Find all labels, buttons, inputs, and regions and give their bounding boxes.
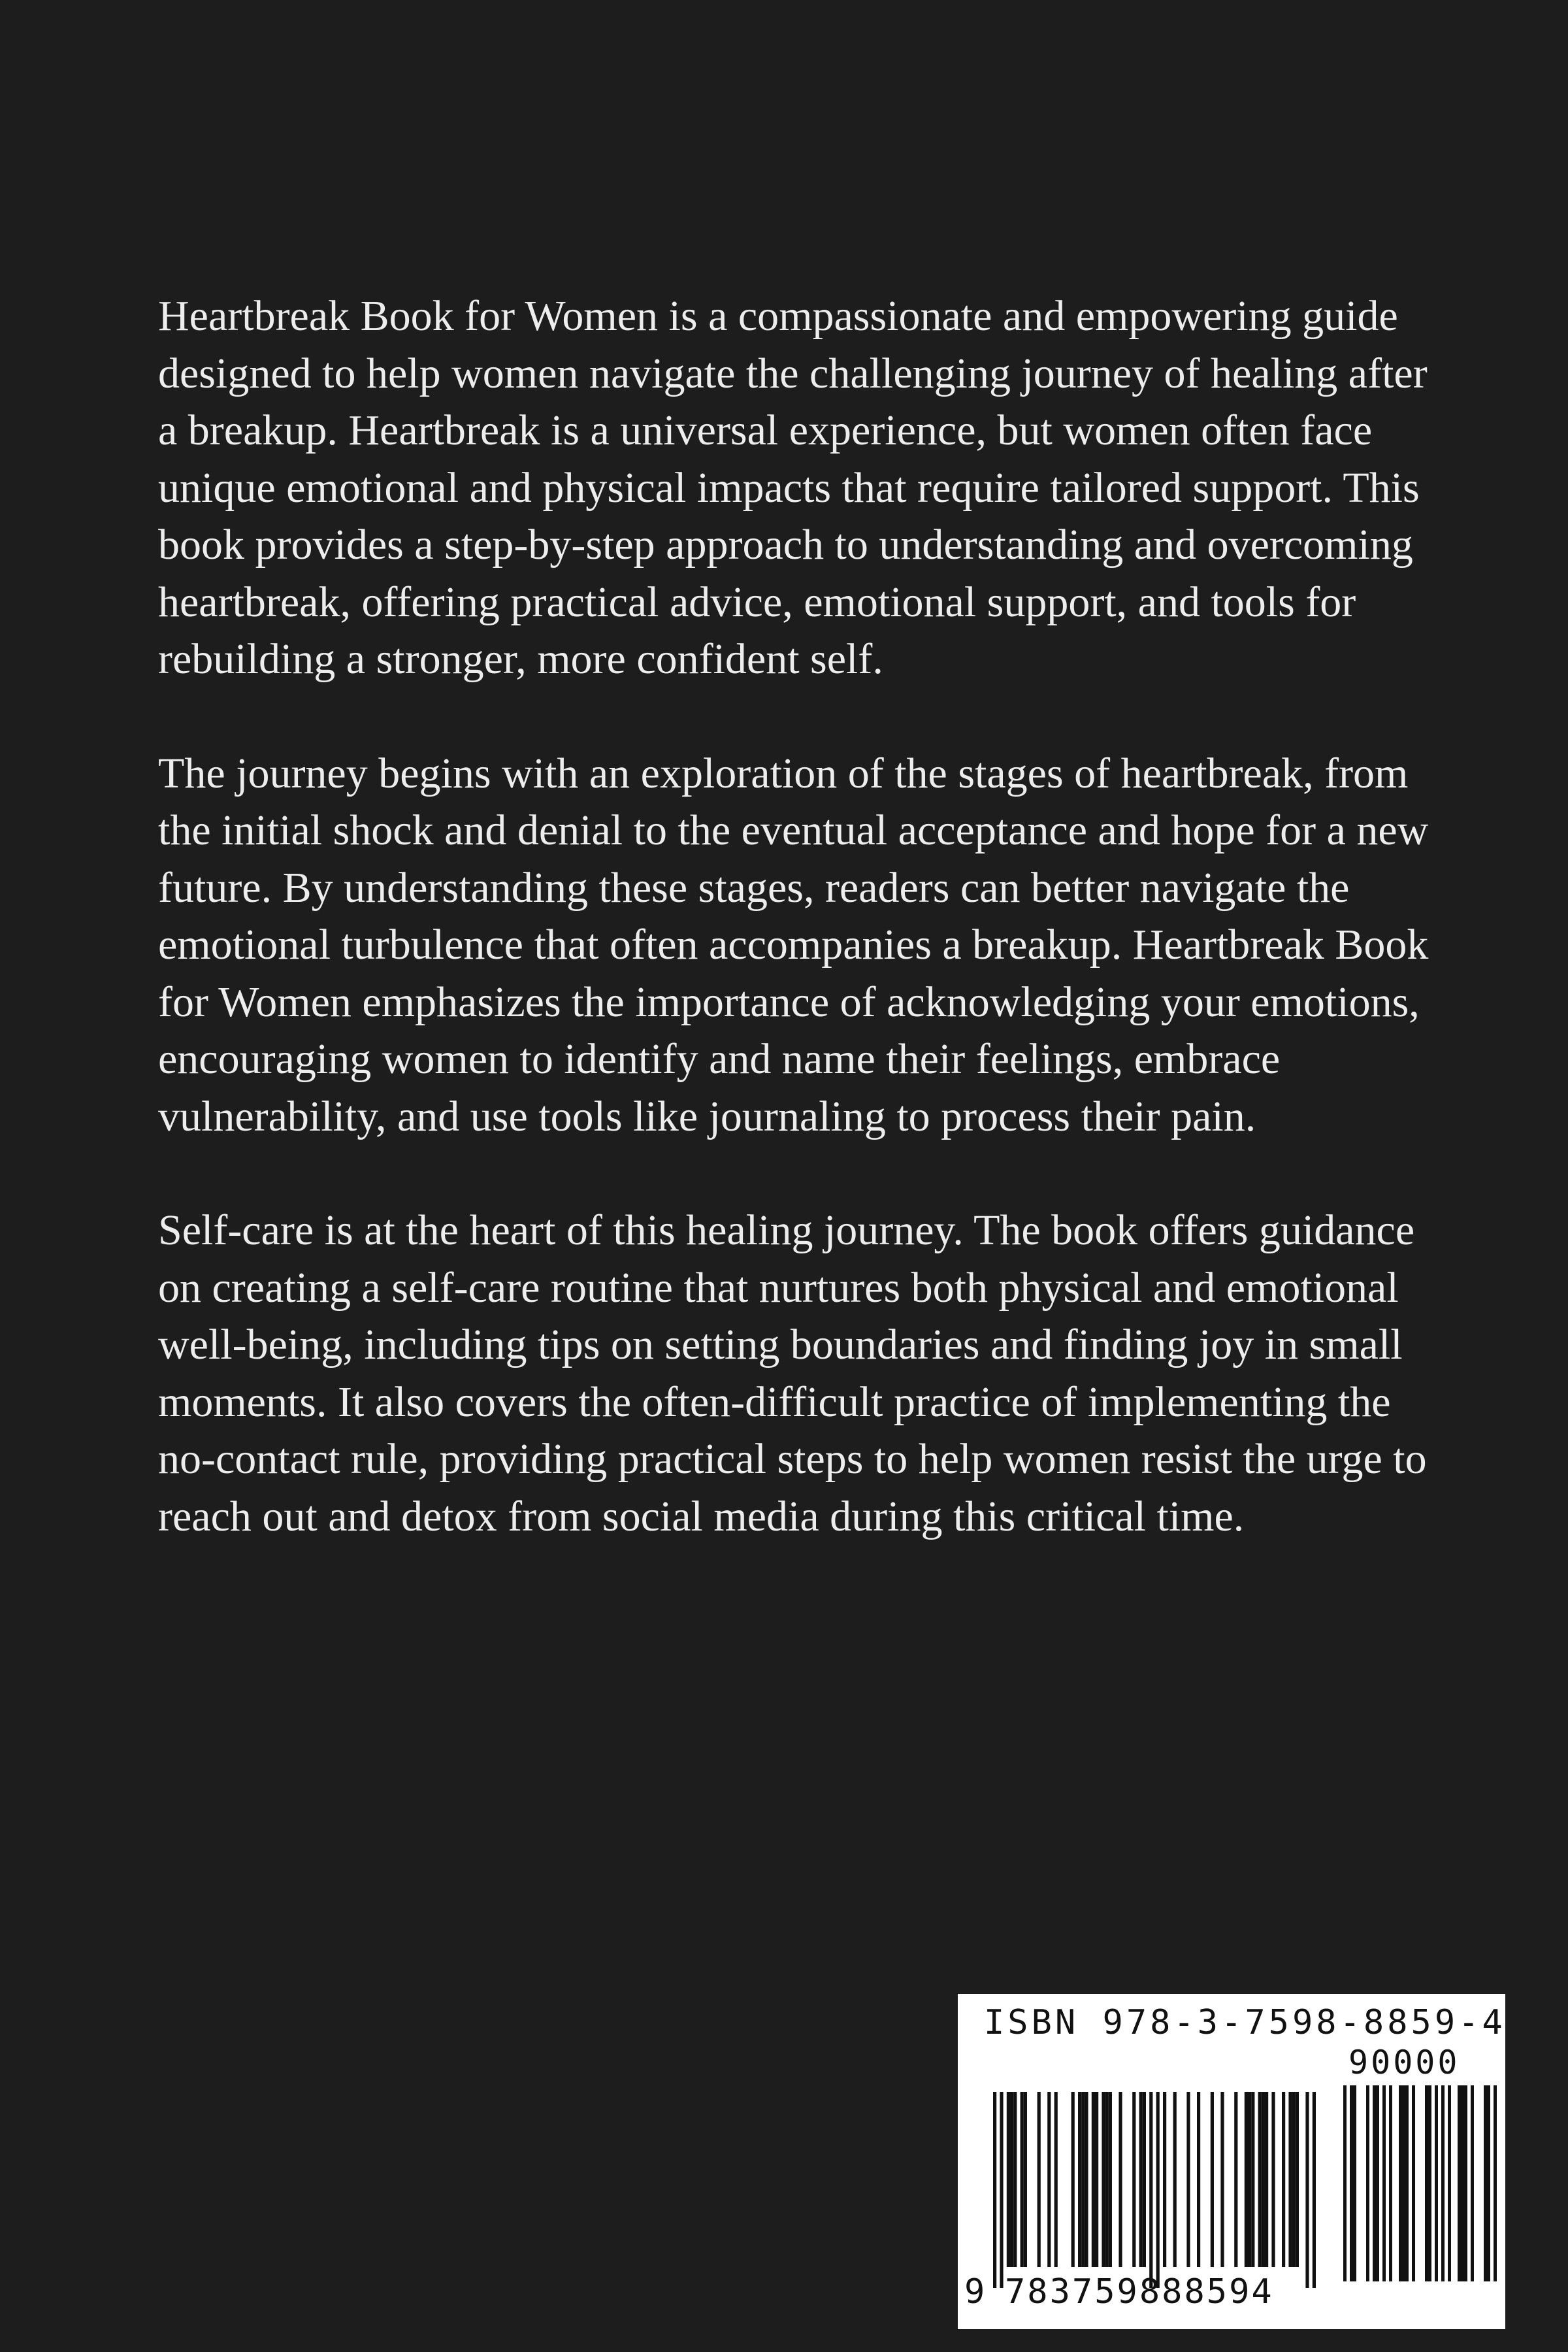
barcode-bar — [1163, 2092, 1166, 2267]
addon-bar — [1399, 2085, 1402, 2281]
barcode-bar — [1037, 2092, 1041, 2267]
addon-bar — [1458, 2085, 1461, 2281]
addon-bar — [1471, 2085, 1474, 2281]
barcode-bar — [1265, 2092, 1268, 2267]
ean-digits: 783759888594 — [1005, 2272, 1274, 2311]
addon-bar — [1441, 2085, 1445, 2281]
barcode-bar — [1149, 2092, 1152, 2288]
addon-bar — [1366, 2085, 1369, 2281]
barcode-bar — [1282, 2092, 1285, 2267]
addon-bar — [1412, 2085, 1415, 2281]
addon-bar — [1350, 2085, 1353, 2281]
addon-price-code: 90000 — [1348, 2044, 1460, 2081]
addon-bar — [1402, 2085, 1405, 2281]
addon-bar — [1461, 2085, 1464, 2281]
blurb-paragraph-1: Heartbreak Book for Women is a compassionate and empowering guide designed to help women navigate the challenging journey of healing after a breakup. Heartbreak is a universal experience, but women often face unique emotional and physical impacts that require tailored support. This book provides a step-by-step approach to understanding and overcoming heartbreak, offering practical advice, emotional support, and tools for rebuilding a stronger, more confident self. — [158, 292, 1428, 683]
barcode-bar — [1081, 2092, 1085, 2267]
addon-bar — [1373, 2085, 1376, 2281]
addon-bar — [1353, 2085, 1356, 2281]
barcode-bar — [1288, 2092, 1292, 2267]
addon-bar — [1376, 2085, 1379, 2281]
barcode-bar — [1186, 2092, 1190, 2267]
addon-bar — [1487, 2085, 1490, 2281]
barcode-bar — [1095, 2092, 1098, 2267]
addon-bar — [1382, 2085, 1386, 2281]
addon-bar — [1464, 2085, 1467, 2281]
ean-first-digit: 9 — [964, 2272, 985, 2311]
addon-bar — [1343, 2085, 1347, 2281]
barcode-bar — [1000, 2092, 1003, 2288]
barcode-bar — [1305, 2092, 1309, 2288]
barcode-bar — [1078, 2092, 1081, 2267]
barcode-bar — [1262, 2092, 1265, 2267]
addon-bar — [1389, 2085, 1392, 2281]
barcode-bar — [1211, 2092, 1214, 2267]
barcode-bar — [1292, 2092, 1296, 2267]
barcode-bar — [1156, 2092, 1160, 2288]
barcode-bar — [1258, 2092, 1262, 2267]
addon-bar — [1435, 2085, 1438, 2281]
barcode-bar — [1024, 2092, 1027, 2267]
barcode-bar — [1245, 2092, 1248, 2267]
addon-bar — [1405, 2085, 1409, 2281]
barcode-bar — [1234, 2092, 1237, 2267]
blurb-paragraph-3: Self-care is at the heart of this healing journey. The book offers guidance on creating a self-care routine that nurtures both physical and emotional well-being, including tips on setting boundaries and finding joy in small moments. It also covers the often-difficult practice of implementing the no-contact rule, providing practical steps to help women resist the urge to reach out and detox from social media during this critical time. — [158, 1206, 1427, 1540]
barcode-bar — [1313, 2092, 1316, 2288]
barcode-bar — [1047, 2092, 1051, 2267]
barcode-bar — [1071, 2092, 1075, 2267]
barcode-bar — [1119, 2092, 1122, 2267]
barcode-bar — [1013, 2092, 1017, 2267]
barcode-bar — [1054, 2092, 1058, 2267]
barcode-bar — [1007, 2092, 1010, 2267]
blurb-text — [158, 288, 1439, 1602]
barcode-bar — [1092, 2092, 1095, 2267]
barcode-bar — [1021, 2092, 1024, 2267]
barcode-bar — [1173, 2092, 1177, 2267]
barcode-bar — [1085, 2092, 1088, 2267]
isbn-label: ISBN 978-3-7598-8859-4 — [984, 2003, 1506, 2042]
barcode-bar — [1102, 2092, 1105, 2267]
barcode-bar — [1248, 2092, 1251, 2267]
barcode-bar — [1105, 2092, 1109, 2267]
barcode-bar — [1271, 2092, 1275, 2267]
isbn-barcode — [958, 1994, 1505, 2329]
addon-bar — [1484, 2085, 1487, 2281]
barcode-bar — [1139, 2092, 1143, 2267]
barcode-bar — [1010, 2092, 1013, 2267]
barcode-bar — [993, 2092, 996, 2288]
addon-bar — [1448, 2085, 1451, 2281]
barcode-bar — [1109, 2092, 1112, 2267]
addon-bar — [1494, 2085, 1497, 2281]
barcode-bar — [1251, 2092, 1254, 2267]
barcode-bar — [1220, 2092, 1224, 2267]
barcode-bar — [1132, 2092, 1135, 2267]
addon-bar — [1425, 2085, 1428, 2281]
barcode-bar — [1197, 2092, 1200, 2267]
blurb-paragraph-2: The journey begins with an exploration of the stages of heartbreak, from the initial shock and denial to the eventual acceptance and hope for a new future. By understanding these stages, readers can better navigate the emotional turbulence that often accompanies a breakup. Heartbreak Book for Women emphasizes the importance of acknowledging your emotions, encouraging women to identify and name their feelings, embrace vulnerability, and use tools like journaling to process their pain. — [158, 749, 1429, 1140]
barcode-bar — [1143, 2092, 1146, 2267]
addon-bar — [1428, 2085, 1431, 2281]
barcode-bar — [1296, 2092, 1299, 2267]
